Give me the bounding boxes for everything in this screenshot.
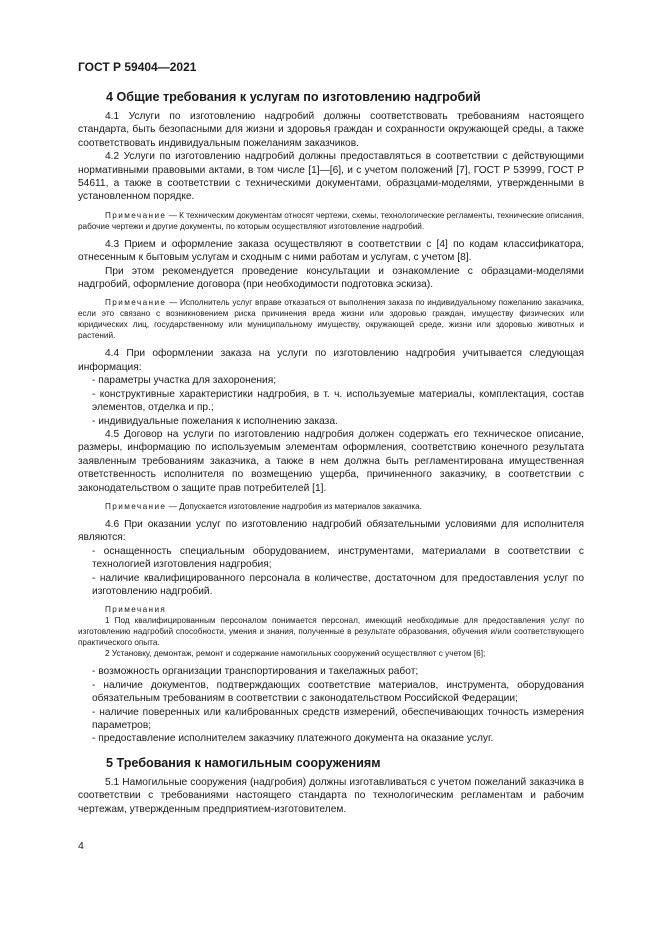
- paragraph-5-1: 5.1 Намогильные сооружения (надгробия) должны изготавливаться с учетом пожеланий заказчика в соответствии с требованиями настоящего стандарта по технологическим регламентам и рабочим чертежам, утвержденным предприятием-изготовителем.: [78, 776, 584, 815]
- document-code: ГОСТ Р 59404—2021: [78, 60, 197, 74]
- list-item: - оснащенность специальным оборудованием, инструментами, материалами в соответствии с технологией изготовления надгробия;: [92, 545, 584, 571]
- note-1-label: Примечание: [105, 210, 167, 220]
- list-item: - наличие квалифицированного персонала в количестве, достаточном для предоставления услуг по изготовлению надгробий.: [92, 572, 584, 597]
- notes-label: Примечания: [105, 605, 167, 615]
- note-2-label: Примечание: [105, 298, 167, 308]
- paragraph-4-6: 4.6 При оказании услуг по изготовлению надгробий обязательными условиями для исполнителя являются:: [78, 518, 584, 544]
- section-4-heading: 4 Общие требования к услугам по изготовлению надгробий: [106, 90, 481, 104]
- list-item: - наличие поверенных или калиброванных средств измерений, обеспечивающих точность измерения параметров;: [92, 706, 584, 731]
- note-2: [78, 297, 584, 341]
- note-3-label: Примечание: [105, 501, 167, 511]
- note-1-text: — К техническим документам относят чертежи, схемы, технологические регламенты, технические описания, рабочие чертежи и другие документы, по которым осуществляют изготовление надгробий.: [78, 210, 584, 231]
- note-3: [78, 501, 584, 512]
- section-5-heading: 5 Требования к намогильным сооружениям: [106, 755, 381, 770]
- document-body: [78, 90, 584, 816]
- paragraph-4-3: 4.3 Прием и оформление заказа осуществляют в соответствии с [4] по кодам классификатора, отнесенным к бытовым услугам и сходным с ними работам и услугам, с учетом [8].: [78, 238, 584, 264]
- list-item: - индивидуальные пожелания к исполнению заказа.: [92, 415, 338, 427]
- note-1: [78, 210, 584, 232]
- notes-item-2: 2 Установку, демонтаж, ремонт и содержание намогильных сооружений осуществляют с учетом [6];: [105, 649, 486, 659]
- note-2-text: — Исполнитель услуг вправе отказаться от выполнения заказа по индивидуальному пожеланию заказчика, если это связано с возникновением риска причинения вреда жизни или здоровью граждан, имуществу физических или юридических лиц, государственному или муниципальному имуществу, окружающей среде, жизни или здоровью животных и растений.: [78, 298, 584, 341]
- paragraph-4-3-b: При этом рекомендуется проведение консультации и ознакомление с образцами-моделями надгробий, оформление договора (при необходимости подготовка эскиза).: [78, 265, 584, 291]
- notes-item-1: 1 Под квалифицированным персоналом понимается персонал, имеющий необходимые для предоставления услуг по изготовлению надгробий способности, умения и знания, полученные в результате образования, обучения и/или соответствующего практического опыта.: [78, 616, 584, 648]
- list-item: - предоставление исполнителем заказчику платежного документа на оказание услуг.: [92, 733, 494, 745]
- paragraph-4-1: 4.1 Услуги по изготовлению надгробий должны соответствовать требованиям настоящего стандарта, быть безопасными для жизни и здоровья граждан и сохранности окружающей среды, а также соответствовать индивидуальным пожеланиям заказчиков.: [78, 111, 584, 149]
- list-item: - возможность организации транспортирования и такелажных работ;: [92, 666, 419, 678]
- paragraph-4-2: 4.2 Услуги по изготовлению надгробий должны предоставляться в соответствии с действующими нормативными правовыми актами, в том числе [1]—[6], и с учетом положений [7], ГОСТ Р 53999, ГОСТ Р 54611, а также в соответствии с техническими документами, образцами-моделями, утвержденными в установленном порядке.: [78, 151, 584, 203]
- list-item: - конструктивные характеристики надгробия, в т. ч. используемые материалы, комплектация, состав элементов, отделка и пр.;: [92, 388, 584, 414]
- list-item: - наличие документов, подтверждающих соответствие материалов, инструмента, оборудования обязательным требованиям в соответствии с законодательством Российской Федерации;: [92, 679, 584, 705]
- paragraph-4-4: 4.4 При оформлении заказа на услуги по изготовлению надгробия учитывается следующая информация:: [78, 348, 584, 373]
- page-number: 4: [78, 840, 84, 852]
- note-3-text: — Допускается изготовление надгробия из материалов заказчика.: [166, 501, 422, 511]
- list-item: - параметры участка для захоронения;: [92, 375, 277, 387]
- paragraph-4-5: 4.5 Договор на услуги по изготовлению надгробия должен содержать его техническое описание, размеры, информацию по используемым элементам оформления, соответствию конечного результата заявленным требованиям заказчика, а также в нем должна быть регламентирована имущественная ответственность исполнителя по возмещению ущерба, причиненного заказчику, в соответствии с законодательством о защите прав потребителей [1].: [78, 428, 584, 494]
